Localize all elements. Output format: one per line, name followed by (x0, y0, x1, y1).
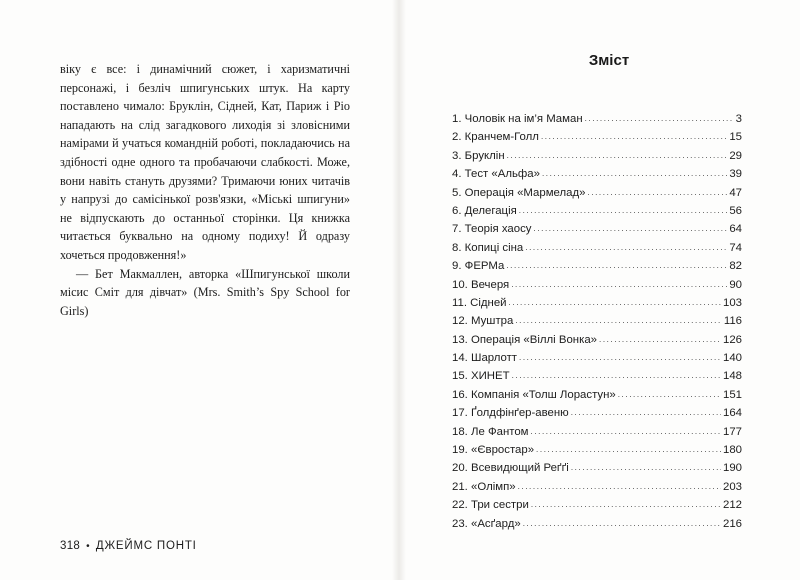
toc-entry-label: 8. Копиці сіна (452, 241, 524, 254)
toc-entry (452, 202, 742, 220)
toc-entry (452, 349, 742, 367)
toc-entry-label: 9. ФЕРМа (452, 260, 505, 273)
toc-entry (452, 276, 742, 294)
toc-entry-page: 90 (729, 278, 742, 291)
toc-dot-leader (507, 147, 728, 165)
toc-entry (452, 110, 742, 128)
toc-entry-label: 5. Операція «Мармелад» (452, 186, 586, 199)
toc-entry-page: 177 (722, 425, 742, 438)
toc-dot-leader (512, 367, 721, 385)
endorsement-attribution: — Бет Макмаллен, авторка «Шпигунської школи місис Сміт для дівчат» (Mrs. Smith’s Spy School for Girls) (60, 266, 350, 318)
right-page (406, 0, 800, 580)
toc-entry-label: 2. Кранчем-Голл (452, 131, 539, 144)
toc-entry-label: 11. Сідней (452, 296, 507, 309)
toc-entry-page: 180 (722, 444, 742, 457)
toc-dot-leader (523, 515, 721, 533)
page-number: 318 (60, 540, 81, 552)
toc-entry-label: 16. Компанія «Толш Лорастун» (452, 388, 616, 401)
toc-entry-page: 56 (729, 204, 742, 217)
toc-entry (452, 220, 742, 238)
toc-entry (452, 441, 742, 459)
page-footer (60, 540, 197, 552)
toc-dot-leader (571, 459, 721, 477)
toc-dot-leader (599, 331, 721, 349)
toc-entry-label: 10. Вечеря (452, 278, 510, 291)
toc-entry-label: 17. Ґолдфінґер-авеню (452, 407, 569, 420)
left-page (0, 0, 396, 580)
toc-entry-page: 140 (722, 352, 742, 365)
toc-entry-label: 20. Всевидющий Реґґі (452, 462, 569, 475)
toc-entry-page: 15 (729, 131, 742, 144)
toc-dot-leader (585, 110, 734, 128)
toc-entry (452, 478, 742, 496)
toc-dot-leader (571, 404, 721, 422)
toc-entry-page: 82 (729, 260, 742, 273)
toc-dot-leader (509, 294, 721, 312)
toc-dot-leader (525, 239, 727, 257)
toc-entry (452, 184, 742, 202)
toc-entry-label: 12. Муштра (452, 315, 514, 328)
toc-dot-leader (542, 165, 727, 183)
toc-entry-page: 64 (729, 223, 742, 236)
toc-entry-page: 3 (735, 113, 742, 125)
toc-entry (452, 312, 742, 330)
toc-entry (452, 257, 742, 275)
toc-entry-label: 21. «Олімп» (452, 480, 516, 493)
toc-dot-leader (531, 423, 721, 441)
toc-entry-page: 29 (729, 149, 742, 162)
toc-dot-leader (511, 276, 727, 294)
toc-entry (452, 423, 742, 441)
toc-entry-page: 212 (722, 499, 742, 512)
toc-entry-label: 23. «Асґард» (452, 517, 521, 530)
toc-entry-label: 1. Чоловік на ім’я Маман (452, 113, 583, 125)
book-gutter (392, 0, 406, 580)
toc-entry-page: 116 (723, 315, 742, 328)
toc-title: Зміст (588, 52, 630, 69)
table-of-contents (452, 110, 742, 533)
toc-entry (452, 294, 742, 312)
toc-dot-leader (518, 478, 721, 496)
toc-entry-page: 103 (722, 296, 742, 309)
toc-entry (452, 496, 742, 514)
toc-entry-label: 14. Шарлотт (452, 352, 518, 365)
toc-entry-label: 3. Бруклін (452, 149, 505, 162)
endorsement-paragraph: віку є все: і динамічний сюжет, і харизматичні персонажі, і безліч шпигунських штук. На карту поставлено чимало: Бруклін, Сідней, Кат, Париж і Ріо нападають на слід загадкового лиходія зі зловісними намірами й учаться командній роботі, покладаючись на здібності одне одного та пробачаючи слабкості. Може, вони навіть стануть друзями? Тримаючи юних читачів у напрузі до самісінької розв'язки, «Міські шпигуни» не відпускають до останньої сторінки. Ця книжка читається буквально на одному подиху! Й одразу хочеться продовження!» (60, 62, 350, 262)
toc-dot-leader (541, 128, 727, 146)
footer-separator: • (86, 541, 90, 552)
toc-entry (452, 128, 742, 146)
toc-entry (452, 367, 742, 385)
toc-entry-page: 74 (729, 241, 742, 254)
toc-entry-label: 7. Теорія хаосу (452, 223, 532, 236)
toc-entry-page: 164 (722, 407, 742, 420)
toc-dot-leader (533, 220, 727, 238)
toc-entry (452, 239, 742, 257)
toc-entry-label: 22. Три сестри (452, 499, 529, 512)
toc-entry-page: 151 (722, 388, 742, 401)
toc-dot-leader (515, 312, 721, 330)
toc-entry (452, 459, 742, 477)
toc-entry (452, 331, 742, 349)
toc-entry-page: 126 (722, 333, 742, 346)
toc-entry (452, 515, 742, 533)
toc-entry-label: 4. Тест «Альфа» (452, 168, 540, 181)
toc-entry (452, 404, 742, 422)
toc-entry-page: 47 (729, 186, 742, 199)
toc-entry-page: 39 (729, 168, 742, 181)
toc-entry (452, 147, 742, 165)
toc-entry-label: 18. Ле Фантом (452, 425, 529, 438)
toc-entry-page: 203 (722, 480, 742, 493)
toc-dot-leader (536, 441, 721, 459)
toc-dot-leader (519, 349, 721, 367)
toc-dot-leader (587, 184, 727, 202)
toc-entry-label: 6. Делегація (452, 204, 517, 217)
toc-entry-page: 148 (722, 370, 742, 383)
toc-entry-page: 216 (722, 517, 742, 530)
toc-entry-label: 13. Операція «Віллі Вонка» (452, 333, 597, 346)
toc-entry-label: 19. «Євростар» (452, 444, 535, 457)
toc-entry-page: 190 (722, 462, 742, 475)
toc-entry (452, 165, 742, 183)
toc-entry (452, 386, 742, 404)
toc-dot-leader (531, 496, 721, 514)
toc-dot-leader (506, 257, 727, 275)
toc-dot-leader (519, 202, 728, 220)
toc-dot-leader (618, 386, 721, 404)
running-head-author: ДЖЕЙМС ПОНТІ (95, 540, 197, 552)
endorsement-text (60, 60, 350, 320)
toc-entry-label: 15. ХИНЕТ (452, 370, 510, 383)
